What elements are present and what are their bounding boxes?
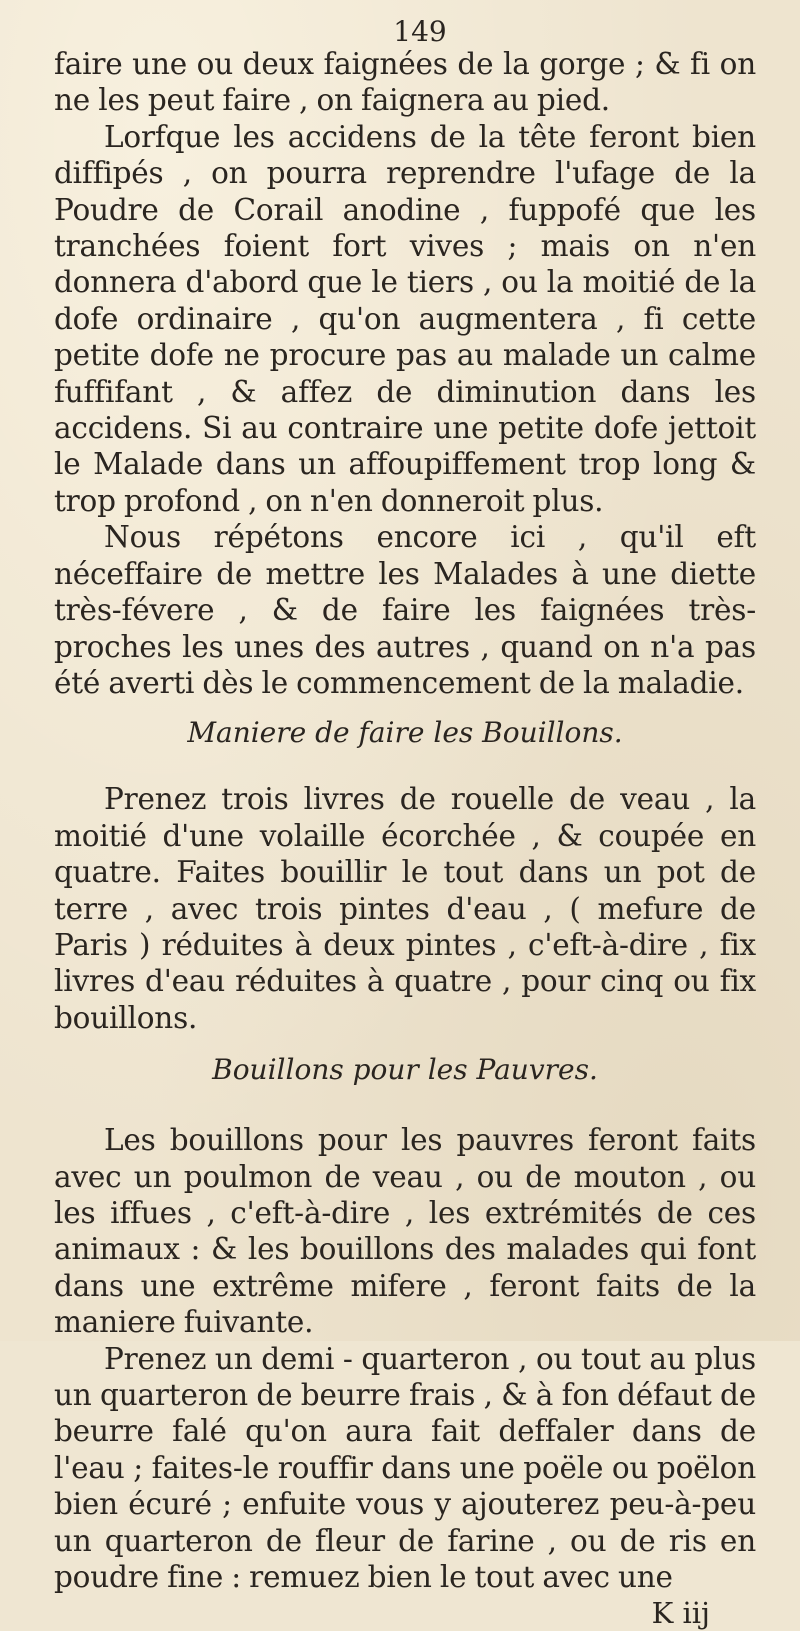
signature-mark: K iij bbox=[651, 1596, 710, 1631]
paragraph-diet: Nous répétons encore ici , qu'il eft néceffaire de mettre les Malades à une diette très-févere , & de faire les faignées très-proches les unes des autres , quand on n'a pas été averti dès le commencement de la maladie. bbox=[54, 520, 756, 700]
page-number: 149 bbox=[393, 15, 447, 48]
heading-bouillons-pauvres: Bouillons pour les Pauvres. bbox=[212, 1053, 598, 1087]
paragraph-bouillon-recipe: Prenez trois livres de rouelle de veau , la moitié d'une volaille écorchée , & coupée en quatre. Faites bouillir le tout dans un pot de terre , avec trois pintes d'eau , ( mefure de Paris ) réduites à deux pintes , c'eft-à-dire , fix livres d'eau réduites à quatre , pour cinq ou fix bouillons. bbox=[54, 782, 756, 1035]
paragraph-coral-powder: Lorfque les accidens de la tête feront bien diffipés , on pourra reprendre l'ufage de la Poudre de Corail anodine , fuppofé que les tranchées foient fort vives ; mais on n'en donnera d'abord que le tiers , ou la moitié de la dofe ordinaire , qu'on augmentera , fi cette petite dofe ne procure pas au malade un calme fuffifant , & affez de diminution dans les accidens. Si au contraire une petite dofe jettoit le Malade dans un affoupiffement trop long & trop profond , on n'en donneroit plus. bbox=[54, 119, 756, 518]
paragraph-poor-bouillons: Les bouillons pour les pauvres feront faits avec un poulmon de veau , ou de mouton , ou les iffues , c'eft-à-dire , les extrémités de ces animaux : & les bouillons des malades qui font dans une extrême mifere , feront faits de la maniere fuivante. bbox=[54, 1123, 756, 1340]
paragraph-butter-recipe: Prenez un demi - quarteron , ou tout au plus un quarteron de beurre frais , & à fon défaut de beurre falé qu'on aura fait deffaler dans de l'eau ; faites-le rouffir dans une poële ou poëlon bien écuré ; enfuite vous y ajouterez peu-à-peu un quarteron de fleur de farine , ou de ris en poudre fine : remuez bien le tout avec une bbox=[54, 1341, 756, 1595]
paragraph-continuation: faire une ou deux faignées de la gorge ; & fi on ne les peut faire , on faignera au pied. bbox=[54, 47, 756, 118]
heading-bouillons: Maniere de faire les Bouillons. bbox=[187, 716, 623, 750]
